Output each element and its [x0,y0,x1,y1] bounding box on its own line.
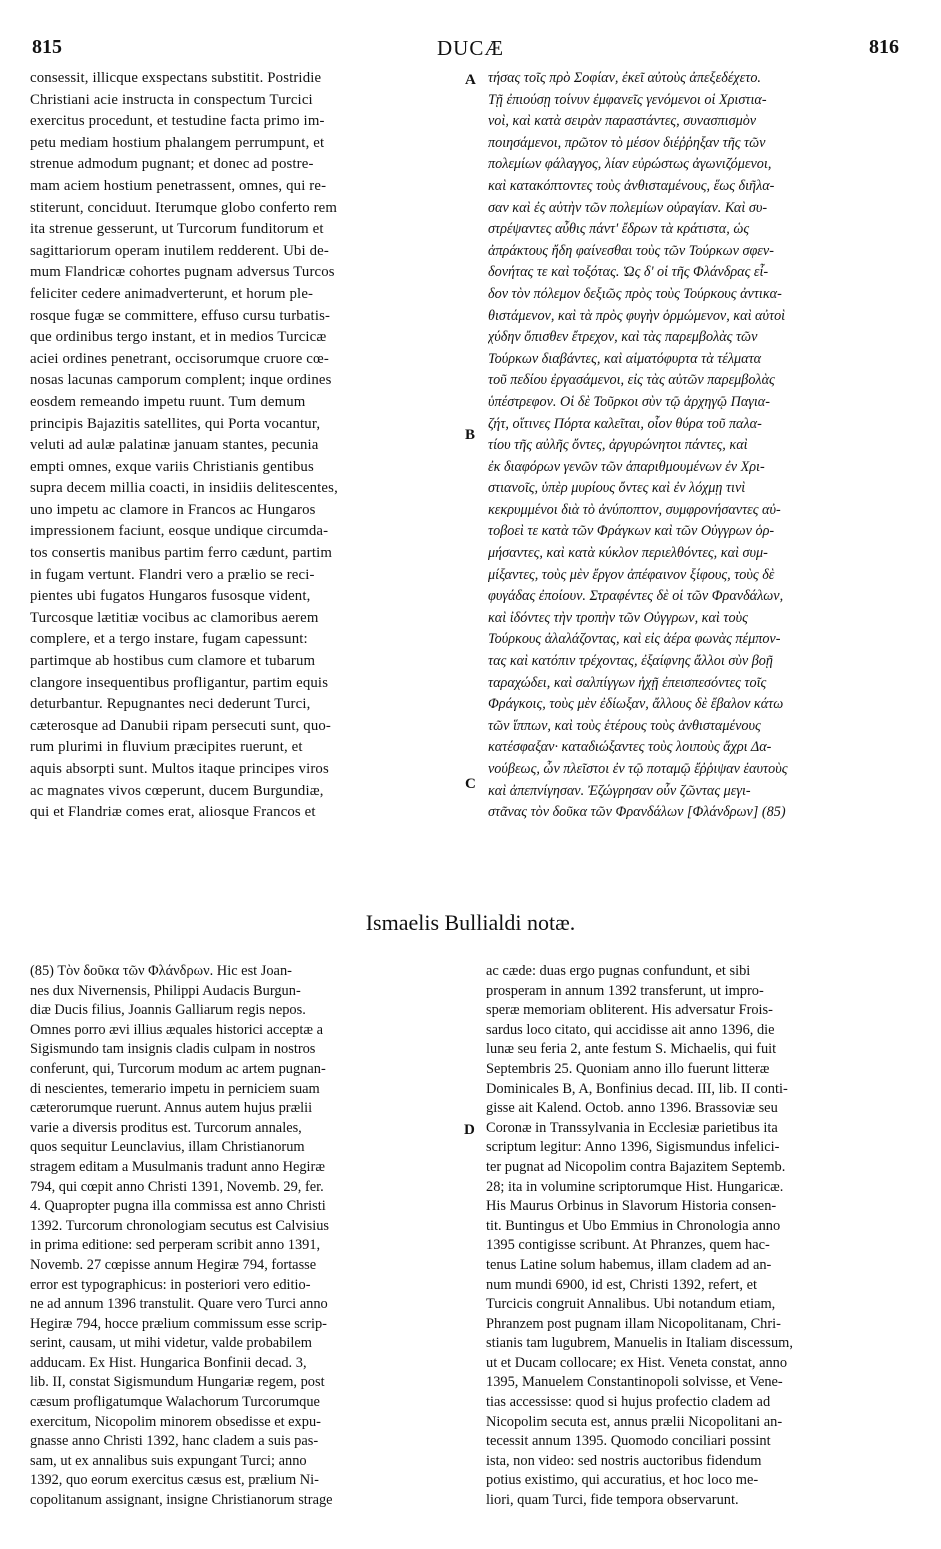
greek-text-line: στᾶνας τὸν δοῦκα τῶν Φρανδάλων [Φλάνδρων] (85) [488,804,786,821]
margin-marker-b: B [465,427,476,443]
latin-text-line: partimque ab hostibus cum clamore et tubarum [30,653,316,670]
margin-marker-d: D [464,1122,475,1138]
note-line: gisse ait Kalend. Octob. anno 1396. Brassoviæ seu [486,1100,778,1117]
latin-text-line: eosdem remeando impetu ruunt. Tum demum [30,393,306,410]
latin-text-line: supra decem millia coacti, in insidiis delitescentes, [30,480,338,497]
note-line: tit. Buntingus et Ubo Emmius in Chronologia anno [486,1217,781,1234]
note-line: tenus Latine solum habemus, illam cladem ad an- [486,1256,772,1273]
notes-left-column [30,962,465,1511]
latin-text-line: sagittariorum operam inutilem redderent. Ubi de- [30,242,329,259]
note-line: Sigismundo tam insignis cladis culpam in nostros [30,1041,316,1058]
note-line: stianis tam lugubrem, Manuelis in Italiam discessum, [486,1335,793,1352]
note-line: exercitum, Nicopolim minorem obsedisse et expu- [30,1413,321,1430]
latin-text-line: Turcosque lætitiæ vocibus ac clamoribus aerem [30,609,319,626]
note-line: ut et Ducam collocare; ex Hist. Veneta constat, anno [486,1354,788,1371]
note-line: Coronæ in Transsylvania in Ecclesiæ parietibus ita [486,1119,778,1136]
greek-text-line: ζήτ, οἵτινες Πόρτα καλεῖται, οἷον θύρα τοῦ παλα- [488,415,762,432]
latin-text-line: exercitus procedunt, et testudine facta primo im- [30,113,325,130]
note-line: 1395 contigisse scribunt. At Phranzes, quem hac- [486,1237,770,1254]
note-line: scriptum legitur: Anno 1396, Sigismundus infelici- [486,1139,780,1156]
latin-text-line: ita strenue gesserunt, ut Turcorum funditorum et [30,221,324,238]
greek-text-line: φυγάδας ἐποίουν. Στραφέντες δὲ οἱ τῶν Φρανδάλων, [488,588,784,605]
note-line: varie a diversis proditus est. Turcorum annales, [30,1119,302,1136]
note-line: diæ Ducis filius, Joannis Galliarum regis nepos. [30,1002,306,1019]
latin-text-line: nosas lacunas camporum complent; inque ordines [30,372,332,389]
latin-text-line: impressionem faciunt, eosque undique circumda- [30,523,329,540]
note-line: num mundi 6900, id est, Christi 1392, refert, et [486,1276,757,1293]
latin-text-line: veluti ad aulæ palatinæ januam stantes, pecunia [30,437,319,454]
note-line: adducam. Ex Hist. Hungarica Bonfinii decad. 3, [30,1354,307,1371]
note-line: stragem editam a Musulmanis tradunt anno Hegiræ [30,1158,325,1175]
note-line: lunæ seu feria 2, ante festum S. Michaelis, qui fuit [486,1041,777,1058]
note-line: Nicopolim secuta est, annus prælii Nicopolitani an- [486,1413,783,1430]
latin-text-line: principis Bajazitis satellites, qui Porta vocantur, [30,415,321,432]
note-line: quos sequitur Leunclavius, illam Christianorum [30,1139,305,1156]
note-line: 794, qui cœpit anno Christi 1391, Novemb. 29, fer. [30,1178,324,1195]
latin-text-line: mam aciem hostium penetrassent, omnes, qui re- [30,177,327,194]
note-line: ac cæde: duas ergo pugnas confundunt, et sibi [486,963,751,979]
note-line: cæterorumque ruerunt. Annus autem hujus prælii [30,1100,313,1117]
note-line: ter pugnat ad Nicopolim contra Bajazitem Septemb. [486,1158,786,1175]
latin-text-line: rosque fugæ se committere, effuso cursu turbatis- [30,307,331,324]
latin-text-line: feliciter cedere animadverterunt, et horum ple- [30,285,314,302]
greek-text-line: κεκρυμμένοι διὰ τὸ ἀνύποπτον, συμφρονήσαντες αὐ- [488,501,781,518]
latin-text-line: tos consertis manibus partim ferro cædunt, partim [30,545,332,562]
margin-marker-a: A [465,72,476,88]
note-line: 1392. Turcorum chronologiam secutus est Calvisius [30,1217,329,1234]
note-line: tias accessisse: quod si hujus profectio cladem ad [486,1394,771,1411]
greek-text-line: ποιησάμενοι, πρῶτον τὸ μέσον διέῤῥηξαν τῆς τῶν [488,134,766,151]
note-line: 1395, Manuelem Constantinopoli solvisse, et Vene- [486,1374,783,1391]
latin-text-line: Christiani acie instructa in conspectum Turcici [30,91,313,108]
greek-text-line: στιανοῖς, ὑπὲρ μυρίους ὄντες καὶ ἐν λόχμῃ τινὶ [488,480,746,497]
note-line: speræ memoriam obliterent. His adversatur Frois- [486,1002,773,1019]
note-line: 4. Quapropter pugna illa commissa est anno Christi [30,1198,326,1215]
running-title: DUCÆ [436,36,504,60]
greek-text-line: τοβοεὶ τε κατὰ τῶν Φράγκων καὶ τῶν Οὐγγρων ὁρ- [488,523,775,540]
greek-text-line: στρέψαντες αὖθις πάντ' ἔδρων τὰ κράτιστα, ὡς [488,221,750,238]
greek-text-line: ταραχώδει, καὶ σαλπίγγων ἠχῇ ἐπεισπεσόντες τοῖς [488,674,767,691]
greek-text-line: καὶ ἰδόντες τὴν τροπὴν τῶν Οὐγγρων, καὶ τοὺς [488,609,748,626]
note-line: Turcicis congruit Annalibus. Ubi notandum etiam, [486,1296,776,1313]
latin-text-line: uno impetu ac clamore in Francos ac Hungaros [30,501,316,518]
note-line: sardus loco citato, qui accidisse ait anno 1396, die [486,1021,775,1038]
greek-text-line: τήσας τοῖς πρὸ Σοφίαν, ἐκεῖ αὐτοὺς ἀπεξεδέχετο. [488,70,761,86]
note-line: cæsum profligatumque Walachorum Turcorumque [30,1394,320,1411]
note-line: His Maurus Orbinus in Slavorum Historia consen- [486,1198,777,1215]
latin-text-line: cæterosque ad Danubii ripam persecuti sunt, quo- [30,717,332,734]
note-line: copolitanum assignant, insigne Christianorum strage [30,1492,333,1509]
note-line: gnasse anno Christi 1392, hanc cladem a suis pas- [30,1433,319,1450]
note-line: ne ad annum 1396 transtulit. Quare vero Turci anno [30,1296,328,1313]
greek-text-line: νοὶ, καὶ κατὰ σειρὰν παραστάντες, συνασπισμὸν [488,113,757,130]
note-line: Hegiræ 794, hocce prælium commissum esse scrip- [30,1315,327,1332]
note-line: di nescientes, temerario impetu in perniciem suam [30,1080,320,1097]
note-line: Phranzem post pugnam illam Nicopolitanam, Chri- [486,1315,781,1332]
note-line: conferunt, qui, Turcorum modum ac artem pugnan- [30,1060,326,1077]
latin-text-line: strenue admodum pugnant; et donec ad postre- [30,156,314,173]
greek-text-line: μίξαντες, τοὺς μὲν ἔργον ἀπέφαινον ξίφους, τοὺς δὲ [488,566,775,583]
latin-column [30,68,462,824]
greek-text-line: νούβεως, ὧν πλεῖστοι ἐν τῷ ποταμῷ ἔῤῥιψαν ἑαυτοὺς [488,761,788,777]
greek-text-line: καὶ ἀπεπνίγησαν. Ἐζώγρησαν οὖν ζῶντας μεγι- [488,782,751,799]
latin-text-line: aquis absorpti sunt. Multos itaque principes viros [30,761,329,777]
greek-text-line: τοῦ πεδίου ἐργασάμενοι, εἰς τὰς αὐτῶν παρεμβολὰς [488,372,775,389]
note-line: Omnes porro ævi illius æquales historici acceptæ a [30,1021,323,1038]
greek-text-line: Τούρκους ἀλαλάζοντας, καὶ εἰς ἀέρα φωνὰς πέμπον- [488,631,781,648]
greek-text-line: δονήτας τε καὶ τοξότας. Ὡς δ' οἱ τῆς Φλάνδρας εἶ- [488,264,769,281]
greek-text-line: τῶν ἵππων, καὶ τοὺς ἑτέρους τοὺς ἀνθισταμένους [488,717,761,734]
note-line: Novemb. 27 cœpisse annum Hegiræ 794, fortasse [30,1256,317,1273]
greek-text-line: δον τὸν πόλεμον δεξιῶς πρὸς τοὺς Τούρκους ἀντικα- [488,285,782,302]
latin-text-line: petu mediam hostium phalangem perrumpunt, et [30,134,325,151]
note-line: sam, ut ex annalibus suis expungant Turci; anno [30,1452,307,1469]
note-line: nes dux Nivernensis, Philippi Audacis Burgun- [30,982,301,999]
greek-text-line: Τούρκων διαβάντες, καὶ αἱματόφυρτα τὰ τέλματα [488,350,762,367]
latin-text-line: mum Flandricæ cohortes pugnam adversus Turcos [30,264,335,281]
notes-heading: Ismaelis Bullialdi notæ. [365,910,576,935]
latin-text-line: complere, et a tergo instare, fugam capessunt: [30,631,308,648]
note-line: liori, quam Turci, fide tempora observarunt. [486,1492,739,1509]
latin-text-line: clangore insequentibus profligantur, partim equis [30,674,329,691]
note-line: prosperam in annum 1392 transferunt, ut impro- [486,982,764,999]
greek-text-line: μήσαντες, καὶ κατὰ κύκλον περιελθόντες, καὶ συμ- [488,545,768,562]
latin-text-line: ac magnates vivos cœperunt, ducem Burgundiæ, [30,782,324,799]
latin-text-line: consessit, illicque exspectans substitit. Postridie [30,70,322,86]
greek-column [488,68,918,824]
greek-text-line: τας καὶ κατόπιν τρέχοντας, ἐξαίφνης ἄλλοι σὺν βοῇ [488,653,773,670]
note-line: tecessit annum 1395. Quomodo conciliari possint [486,1433,771,1450]
greek-text-line: σαν καὶ ἐς αὐτὴν τῶν πολεμίων οὐραγίαν. Καὶ συ- [488,199,768,216]
note-line: Dominicales B, A, Bonfinius decad. III, lib. II conti- [486,1080,788,1097]
greek-text-line: τίου τῆς αὐλῆς ὄντες, ἀργυρώνητοι πάντες, καὶ [488,437,748,454]
latin-text-line: deturbantur. Repugnantes neci dederunt Turci, [30,696,311,713]
note-line: (85) Τὸν δοῦκα τῶν Φλάνδρων. Hic est Joan- [30,963,292,979]
greek-text-line: χύδην ὄπισθεν ἔτρεχον, καὶ τὰς παρεμβολὰς τῶν [488,329,758,346]
greek-text-line: πολεμίων φάλαγγος, λίαν εὐρώστως ἀγωνιζόμενοι, [488,156,772,173]
latin-text-line: aciei ordines penetrant, occisorumque cruore cœ- [30,350,329,367]
notes-right-column [486,962,918,1511]
note-line: ista, non video: sed nostris auctoribus fidendum [486,1452,762,1469]
latin-text-line: rum plurimi in fluvium præcipites ruerunt, et [30,739,303,756]
note-line: 1392, quo eorum exercitus cæsus est, prælium Ni- [30,1472,319,1489]
latin-text-line: que ordinibus tergo instant, et in medios Turcicæ [30,329,327,346]
note-line: potius existimo, qui accuratius, et hoc loco me- [486,1472,759,1489]
page-number-right: 816 [869,36,899,58]
greek-text-line: Φράγκοις, τοὺς μὲν ἐδίωξαν, ἄλλους δὲ ἔβαλον κάτω [488,696,784,713]
greek-text-line: καὶ κατακόπτοντες τοὺς ἀνθισταμένους, ἕως διῆλα- [488,177,775,194]
latin-text-line: stiterunt, conciduut. Iterumque globo conferto rem [30,199,338,216]
greek-text-line: ἀπράκτους ἤδη φαίνεσθαι τοὺς τῶν Τούρκων σφεν- [488,242,774,259]
greek-text-line: θιστάμενον, καὶ τὰ πρὸς φυγὴν ὁρμώμενον, καὶ αὐτοὶ [488,307,786,324]
greek-text-line: ὑπέστρεφον. Οἱ δὲ Τοῦρκοι σὺν τῷ ἀρχηγῷ Παγια- [488,393,770,410]
greek-text-line: Τῇ ἐπιούσῃ τοίνυν ἐμφανεῖς γενόμενοι οἱ Χριστια- [488,91,767,108]
latin-text-line: empti omnes, exque variis Christianis gentibus [30,458,314,475]
latin-text-line: in fugam vertunt. Flandri vero a prælio se reci- [30,566,315,583]
greek-text-line: ἐκ διαφόρων γενῶν τῶν ἀπαριθμουμένων ἐν Χρι- [488,458,765,475]
note-line: serint, causam, ut mihi videtur, valde probabilem [30,1335,312,1352]
latin-text-line: pientes ubi fugatos Hungaros fusosque vident, [30,588,311,605]
greek-text-line: κατέσφαξαν· καταδιώξαντες τοὺς λοιποὺς ἄχρι Δα- [488,739,772,756]
page-header [0,36,941,66]
latin-text-line: qui et Flandriæ comes erat, aliosque Francos et [30,804,316,821]
note-line: Septembris 25. Quoniam anno illo fuerunt litteræ [486,1060,770,1077]
note-line: 28; ita in volumine scriptorumque Hist. Hungaricæ. [486,1178,784,1195]
note-line: in prima editione: sed perperam scribit anno 1391, [30,1237,321,1254]
margin-marker-c: C [465,776,476,792]
note-line: lib. II, constat Sigismundum Hungariæ regem, post [30,1374,325,1391]
note-line: error est typographicus: in posteriori vero editio- [30,1276,311,1293]
page-number-left: 815 [32,36,62,58]
